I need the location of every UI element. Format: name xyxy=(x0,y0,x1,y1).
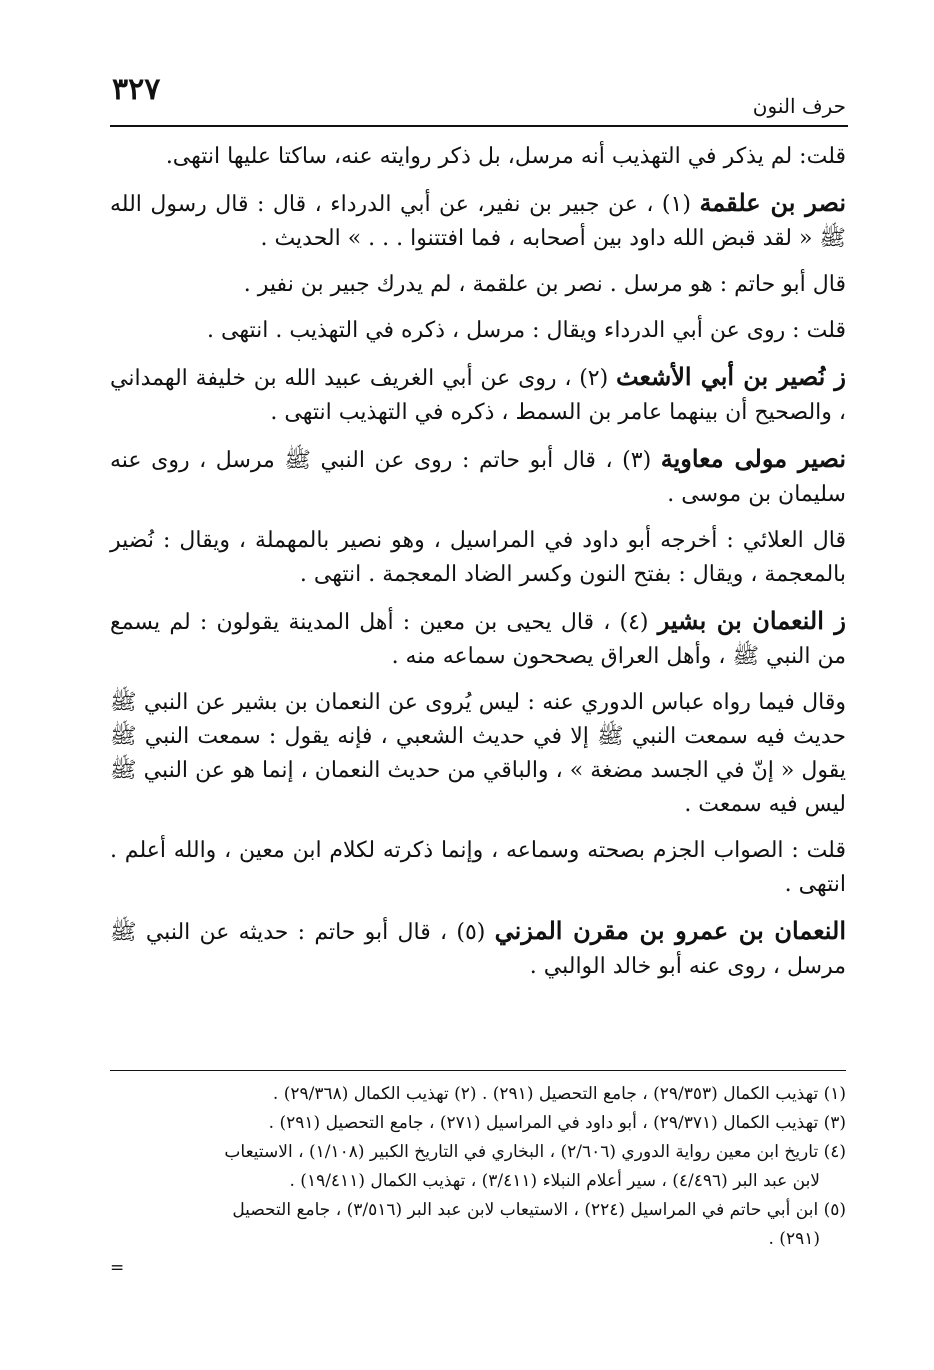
entry-heading: النعمان بن عمرو بن مقرن المزني xyxy=(494,916,846,945)
paragraph: وقال فيما رواه عباس الدوري عنه : ليس يُروى عن النعمان بن بشير عن النبي ﷺ حديث فيه سمعت النبي ﷺ إلا في حديث الشعبي ، فإنه يقول : سمعت النبي ﷺ يقول « إنّ في الجسد مضغة » ، والباقي من حديث النعمان ، إنما هو عن النبي ﷺ ليس فيه سمعت . xyxy=(110,690,846,817)
page-header xyxy=(112,72,846,122)
footnotes xyxy=(110,1080,846,1283)
entry-heading: نصر بن علقمة xyxy=(699,188,846,217)
entry-text: (١) ، عن جبير بن نفير، عن أبي الدرداء ، قال : قال رسول الله ﷺ « لقد قبض الله داود بين أصحابه ، فما افتتنوا . . . » الحديث . xyxy=(110,192,846,251)
header-rule xyxy=(110,125,848,127)
entry-paragraph xyxy=(110,442,846,512)
entry-text: (٥) ، قال أبو حاتم : حديثه عن النبي ﷺ مرسل ، روى عنه أبو خالد الوالبي . xyxy=(110,920,846,979)
footnote: (٥) ابن أبي حاتم في المراسيل (٢٢٤) ، الاستيعاب لابن عبد البر (٣/٥١٦) ، جامع التحصيل xyxy=(232,1200,846,1220)
paragraph: قلت : الصواب الجزم بصحته وسماعه ، وإنما ذكرته لكلام ابن معين ، والله أعلم . انتهى . xyxy=(110,838,846,897)
entry-text: (٣) ، قال أبو حاتم : روى عن النبي ﷺ مرسل ، روى عنه سليمان بن موسى . xyxy=(110,448,846,507)
running-head: حرف النون xyxy=(752,94,846,118)
footnote: (١) تهذيب الكمال (٢٩/٣٥٣) ، جامع التحصيل (٢٩١) . (٢) تهذيب الكمال (٢٩/٣٦٨) . xyxy=(272,1084,846,1104)
entry-heading: نصير مولى معاوية xyxy=(660,444,847,473)
page-number: ٣٢٧ xyxy=(112,72,161,107)
paragraph: قال أبو حاتم : هو مرسل . نصر بن علقمة ، لم يدرك جبير بن نفير . xyxy=(243,272,846,297)
continuation-mark: = xyxy=(110,1258,125,1278)
footnote: (٤) تاريخ ابن معين رواية الدوري (٢/٦٠٦) ، البخاري في التاريخ الكبير (١/١٠٨) ، الاستيعاب xyxy=(224,1142,846,1162)
main-text xyxy=(110,140,846,996)
paragraph: قال العلائي : أخرجه أبو داود في المراسيل ، وهو نصير بالمهملة ، ويقال : نُضير بالمعجمة ، ويقال : بفتح النون وكسر الضاد المعجمة . انتهى . xyxy=(110,528,846,587)
footnote: (٣) تهذيب الكمال (٢٩/٣٧١) ، أبو داود في المراسيل (٢٧١) ، جامع التحصيل (٢٩١) . xyxy=(268,1113,846,1133)
entry-text: (٢) ، روى عن أبي الغريف عبيد الله بن خليفة الهمداني ، والصحيح أن بينهما عامر بن السمط ، ذكره في التهذيب انتهى . xyxy=(110,366,846,425)
paragraph: قلت: لم يذكر في التهذيب أنه مرسل، بل ذكر روايته عنه، ساكتا عليها انتهى. xyxy=(165,144,846,169)
entry-heading: ز النعمان بن بشير xyxy=(657,606,847,635)
entry-paragraph xyxy=(110,186,846,256)
footnote-rule xyxy=(110,1070,846,1071)
entry-paragraph xyxy=(110,360,846,430)
entry-heading: ز نُصير بن أبي الأشعث xyxy=(615,362,846,391)
entry-paragraph xyxy=(110,914,846,984)
entry-paragraph xyxy=(110,604,846,674)
footnote-continuation: (٢٩١) . xyxy=(768,1229,820,1249)
footnote-continuation: لابن عبد البر (٤/٤٩٦) ، سير أعلام النبلاء (٣/٤١١) ، تهذيب الكمال (١٩/٤١١) . xyxy=(289,1171,820,1191)
entry-text: (٤) ، قال يحيى بن معين : أهل المدينة يقولون : لم يسمع من النبي ﷺ ، وأهل العراق يصححون سماعه منه . xyxy=(110,610,846,669)
paragraph: قلت : روى عن أبي الدرداء ويقال : مرسل ، ذكره في التهذيب . انتهى . xyxy=(207,318,846,343)
